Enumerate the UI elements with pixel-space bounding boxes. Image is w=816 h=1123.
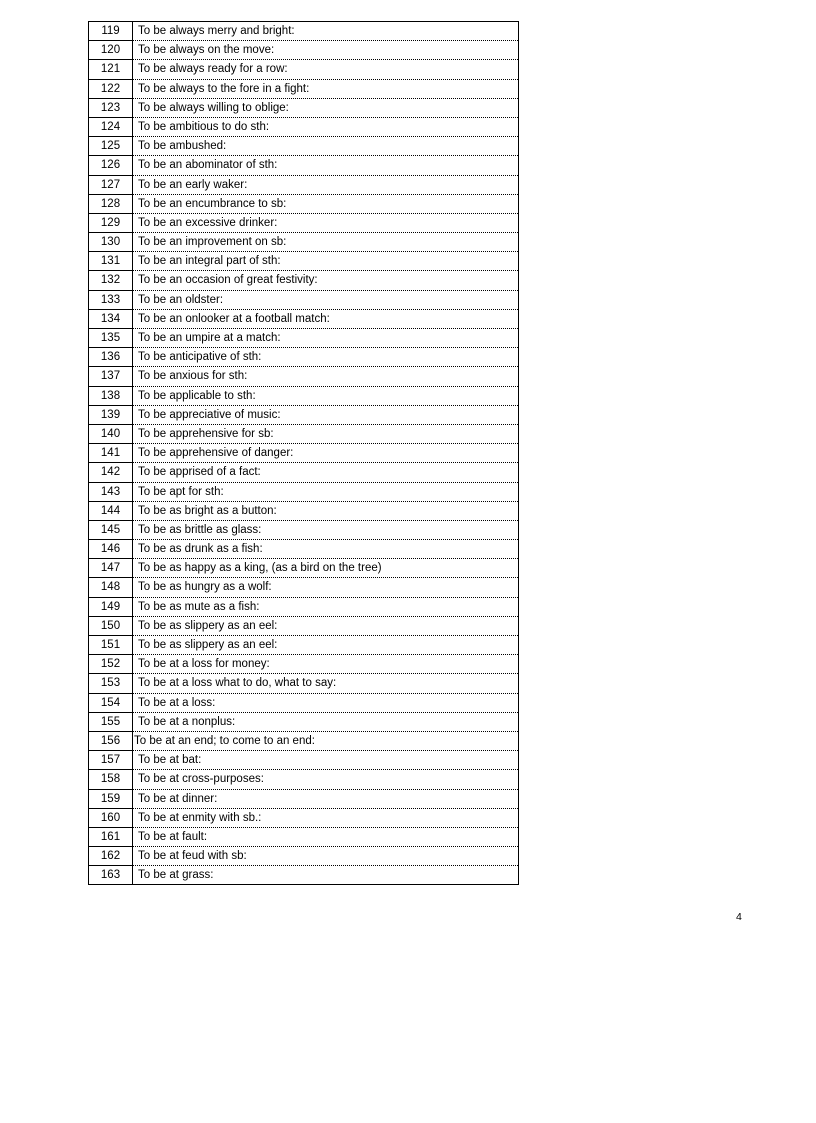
row-number: 134 bbox=[89, 310, 133, 329]
row-number: 125 bbox=[89, 137, 133, 156]
phrase-cell: To be always on the move: bbox=[133, 41, 518, 60]
row-number: 121 bbox=[89, 60, 133, 79]
table-row bbox=[89, 387, 518, 406]
row-number: 128 bbox=[89, 195, 133, 214]
table-row bbox=[89, 271, 518, 290]
table-row bbox=[89, 790, 518, 809]
row-number: 127 bbox=[89, 176, 133, 195]
table-row bbox=[89, 118, 518, 137]
table-row bbox=[89, 809, 518, 828]
phrase-cell: To be an early waker: bbox=[133, 176, 518, 195]
row-number: 124 bbox=[89, 118, 133, 137]
phrase-cell: To be ambushed: bbox=[133, 137, 518, 156]
phrase-cell: To be always to the fore in a fight: bbox=[133, 80, 518, 99]
table-row bbox=[89, 156, 518, 175]
phrase-cell: To be always ready for a row: bbox=[133, 60, 518, 79]
row-number: 133 bbox=[89, 291, 133, 310]
phrase-cell: To be as slippery as an eel: bbox=[133, 617, 518, 636]
row-number: 145 bbox=[89, 521, 133, 540]
row-number: 155 bbox=[89, 713, 133, 732]
table-row bbox=[89, 99, 518, 118]
table-row bbox=[89, 828, 518, 847]
row-number: 162 bbox=[89, 847, 133, 866]
table-row bbox=[89, 540, 518, 559]
row-number: 120 bbox=[89, 41, 133, 60]
phrase-cell: To be at dinner: bbox=[133, 790, 518, 809]
table-row bbox=[89, 252, 518, 271]
table-row bbox=[89, 310, 518, 329]
row-number: 130 bbox=[89, 233, 133, 252]
row-number: 156 bbox=[89, 732, 133, 751]
row-number: 159 bbox=[89, 790, 133, 809]
row-number: 148 bbox=[89, 578, 133, 597]
row-number: 119 bbox=[89, 22, 133, 41]
table-row bbox=[89, 233, 518, 252]
row-number: 122 bbox=[89, 80, 133, 99]
phrase-cell: To be appreciative of music: bbox=[133, 406, 518, 425]
row-number: 126 bbox=[89, 156, 133, 175]
phrase-cell: To be apprised of a fact: bbox=[133, 463, 518, 482]
row-number: 143 bbox=[89, 483, 133, 502]
table-row bbox=[89, 176, 518, 195]
table-row bbox=[89, 578, 518, 597]
row-number: 160 bbox=[89, 809, 133, 828]
row-number: 129 bbox=[89, 214, 133, 233]
table-row bbox=[89, 137, 518, 156]
row-number: 138 bbox=[89, 387, 133, 406]
phrase-cell: To be at an end; to come to an end: bbox=[133, 732, 518, 751]
table-row bbox=[89, 329, 518, 348]
row-number: 139 bbox=[89, 406, 133, 425]
table-row bbox=[89, 559, 518, 578]
phrase-cell: To be an abominator of sth: bbox=[133, 156, 518, 175]
row-number: 151 bbox=[89, 636, 133, 655]
table-row bbox=[89, 636, 518, 655]
row-number: 141 bbox=[89, 444, 133, 463]
table-row bbox=[89, 80, 518, 99]
phrase-cell: To be applicable to sth: bbox=[133, 387, 518, 406]
table-row bbox=[89, 770, 518, 789]
row-number: 137 bbox=[89, 367, 133, 386]
table-row bbox=[89, 674, 518, 693]
row-number: 140 bbox=[89, 425, 133, 444]
phrase-cell: To be as happy as a king, (as a bird on the tree) bbox=[133, 559, 518, 578]
row-number: 152 bbox=[89, 655, 133, 674]
table-row bbox=[89, 866, 518, 885]
phrase-cell: To be at fault: bbox=[133, 828, 518, 847]
row-number: 161 bbox=[89, 828, 133, 847]
phrase-cell: To be an occasion of great festivity: bbox=[133, 271, 518, 290]
phrase-cell: To be at feud with sb: bbox=[133, 847, 518, 866]
table-row bbox=[89, 60, 518, 79]
table-row bbox=[89, 521, 518, 540]
row-number: 154 bbox=[89, 694, 133, 713]
table-row bbox=[89, 291, 518, 310]
row-number: 146 bbox=[89, 540, 133, 559]
phrase-cell: To be apprehensive for sb: bbox=[133, 425, 518, 444]
phrase-cell: To be anticipative of sth: bbox=[133, 348, 518, 367]
table-row bbox=[89, 214, 518, 233]
phrase-cell: To be always merry and bright: bbox=[133, 22, 518, 41]
phrase-cell: To be at bat: bbox=[133, 751, 518, 770]
table-row bbox=[89, 348, 518, 367]
table-row bbox=[89, 847, 518, 866]
phrase-cell: To be at a nonplus: bbox=[133, 713, 518, 732]
phrase-cell: To be an improvement on sb: bbox=[133, 233, 518, 252]
row-number: 142 bbox=[89, 463, 133, 482]
table-row bbox=[89, 41, 518, 60]
phrase-cell: To be at enmity with sb.: bbox=[133, 809, 518, 828]
table-row bbox=[89, 617, 518, 636]
table-row bbox=[89, 732, 518, 751]
table-row bbox=[89, 425, 518, 444]
phrase-cell: To be as drunk as a fish: bbox=[133, 540, 518, 559]
phrase-table bbox=[88, 21, 519, 885]
row-number: 131 bbox=[89, 252, 133, 271]
phrase-cell: To be at a loss for money: bbox=[133, 655, 518, 674]
table-row bbox=[89, 751, 518, 770]
table-row bbox=[89, 598, 518, 617]
row-number: 163 bbox=[89, 866, 133, 885]
table-row bbox=[89, 694, 518, 713]
table-row bbox=[89, 502, 518, 521]
page-number: 4 bbox=[736, 911, 742, 923]
phrase-cell: To be as hungry as a wolf: bbox=[133, 578, 518, 597]
phrase-cell: To be ambitious to do sth: bbox=[133, 118, 518, 137]
phrase-cell: To be an oldster: bbox=[133, 291, 518, 310]
row-number: 158 bbox=[89, 770, 133, 789]
row-number: 153 bbox=[89, 674, 133, 693]
phrase-cell: To be an onlooker at a football match: bbox=[133, 310, 518, 329]
phrase-cell: To be an integral part of sth: bbox=[133, 252, 518, 271]
phrase-cell: To be as slippery as an eel: bbox=[133, 636, 518, 655]
phrase-cell: To be as mute as a fish: bbox=[133, 598, 518, 617]
phrase-cell: To be at a loss what to do, what to say: bbox=[133, 674, 518, 693]
phrase-cell: To be at grass: bbox=[133, 866, 518, 885]
table-row bbox=[89, 195, 518, 214]
phrase-cell: To be apprehensive of danger: bbox=[133, 444, 518, 463]
row-number: 123 bbox=[89, 99, 133, 118]
row-number: 149 bbox=[89, 598, 133, 617]
row-number: 135 bbox=[89, 329, 133, 348]
phrase-cell: To be an umpire at a match: bbox=[133, 329, 518, 348]
phrase-cell: To be as bright as a button: bbox=[133, 502, 518, 521]
row-number: 136 bbox=[89, 348, 133, 367]
phrase-cell: To be anxious for sth: bbox=[133, 367, 518, 386]
table-row bbox=[89, 22, 518, 41]
table-row bbox=[89, 367, 518, 386]
phrase-cell: To be as brittle as glass: bbox=[133, 521, 518, 540]
phrase-cell: To be apt for sth: bbox=[133, 483, 518, 502]
table-row bbox=[89, 483, 518, 502]
row-number: 157 bbox=[89, 751, 133, 770]
phrase-cell: To be an encumbrance to sb: bbox=[133, 195, 518, 214]
phrase-cell: To be at a loss: bbox=[133, 694, 518, 713]
row-number: 147 bbox=[89, 559, 133, 578]
row-number: 132 bbox=[89, 271, 133, 290]
phrase-cell: To be at cross-purposes: bbox=[133, 770, 518, 789]
table-row bbox=[89, 463, 518, 482]
table-row bbox=[89, 444, 518, 463]
row-number: 150 bbox=[89, 617, 133, 636]
table-row bbox=[89, 406, 518, 425]
row-number: 144 bbox=[89, 502, 133, 521]
table-row bbox=[89, 713, 518, 732]
phrase-cell: To be always willing to oblige: bbox=[133, 99, 518, 118]
phrase-cell: To be an excessive drinker: bbox=[133, 214, 518, 233]
table-row bbox=[89, 655, 518, 674]
